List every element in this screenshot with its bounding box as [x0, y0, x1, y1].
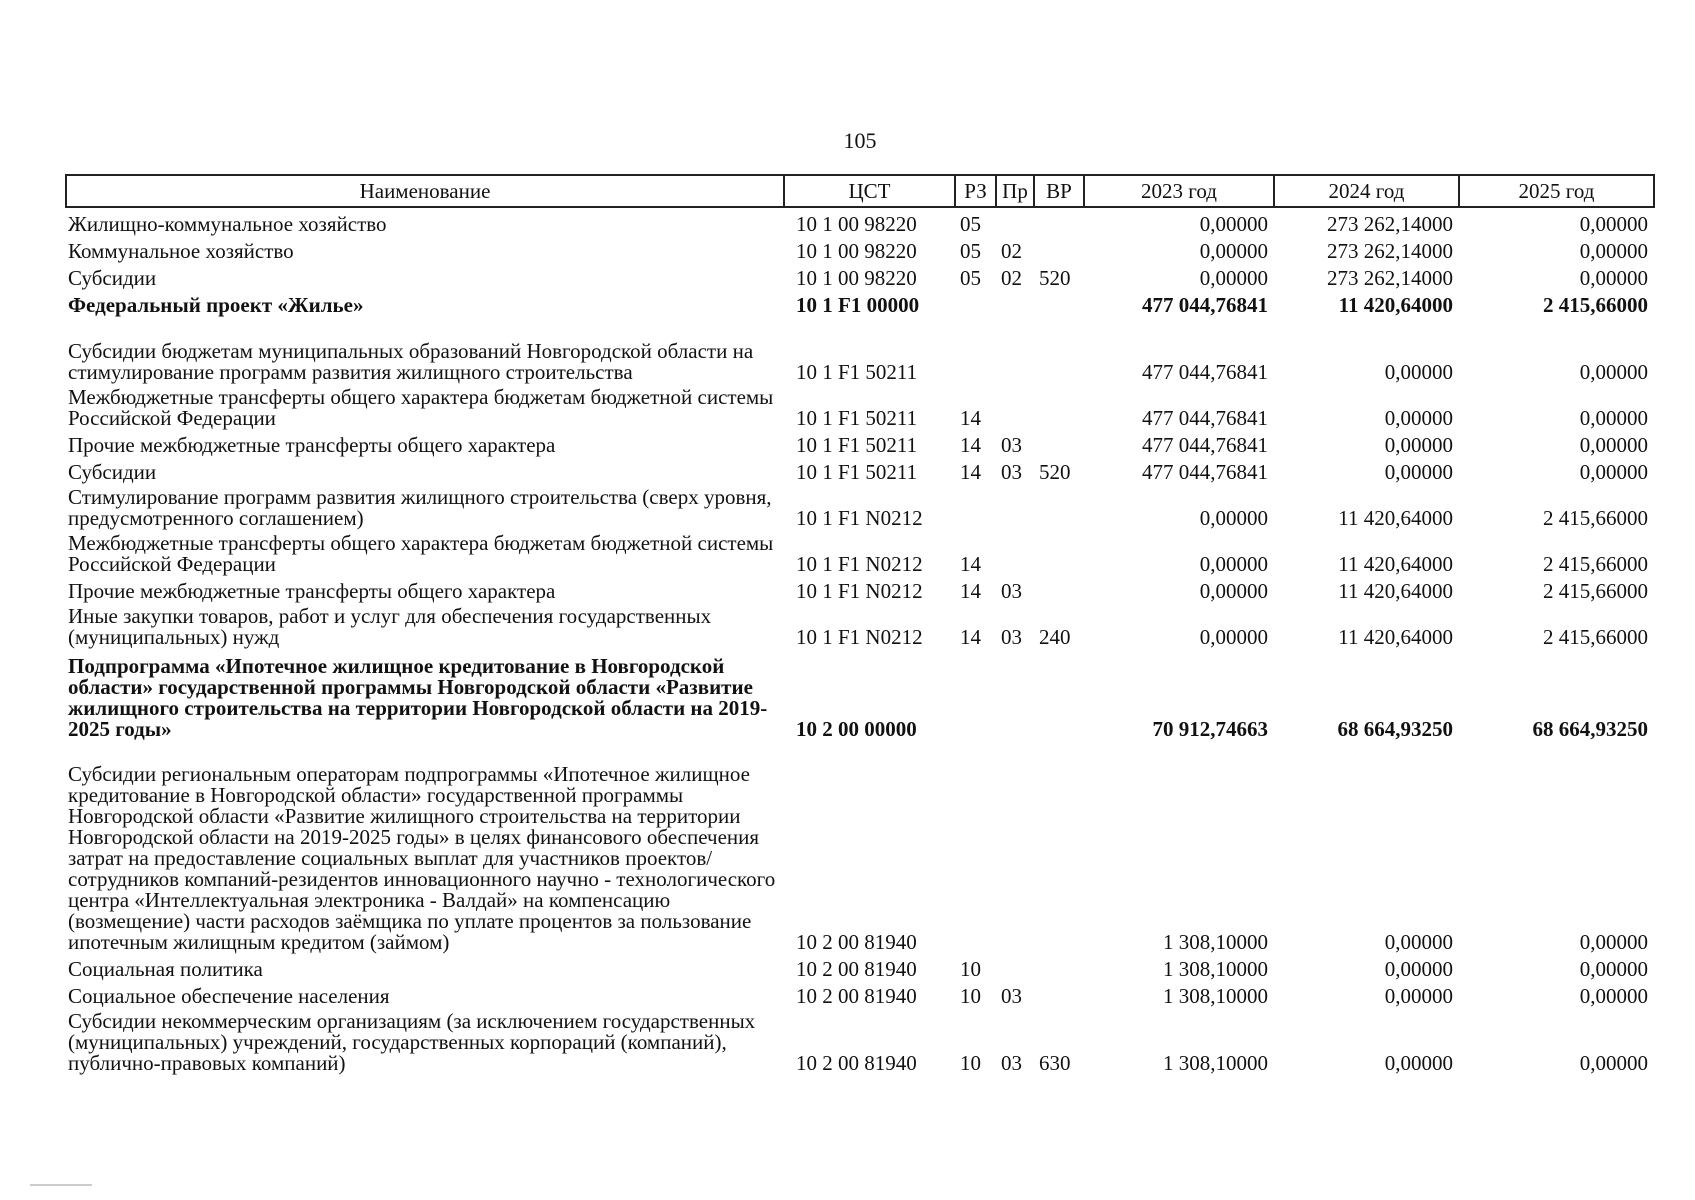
- row-vr: [1034, 740, 1084, 953]
- row-2023: 477 044,76841: [1142, 360, 1268, 384]
- row-rz: 14: [960, 625, 981, 649]
- row-rz: 10: [960, 1051, 981, 1075]
- table-row: [66, 602, 1654, 648]
- table-row: [66, 529, 1654, 575]
- row-cst: 10 1 F1 00000: [796, 293, 920, 317]
- row-pr: [996, 383, 1034, 429]
- row-2024: 0,00000: [1384, 406, 1453, 430]
- row-2023: 70 912,74663: [1152, 717, 1268, 741]
- row-name: Федеральный проект «Жилье»: [68, 293, 364, 317]
- row-2024: 0,00000: [1384, 930, 1453, 954]
- row-cst: 10 2 00 81940: [796, 957, 917, 981]
- row-2023: 477 044,76841: [1142, 460, 1268, 484]
- row-name: Субсидии бюджетам муниципальных образований Новгородской области на стимулирование программ развития жилищного строительства: [68, 339, 754, 384]
- row-rz: 14: [960, 460, 981, 484]
- header-2023: 2023 год: [1084, 175, 1274, 207]
- row-cst: 10 1 F1 N0212: [796, 625, 923, 649]
- row-2025: 0,00000: [1579, 406, 1648, 430]
- row-vr: [1034, 235, 1084, 262]
- row-pr: 03: [1001, 625, 1022, 649]
- row-2024: 68 664,93250: [1337, 717, 1453, 741]
- row-2024: 11 420,64000: [1338, 625, 1453, 649]
- row-2025: 2 415,66000: [1543, 506, 1648, 530]
- row-name: Субсидии некоммерческим организациям (за исключением государственных (муниципальных) учреждений, государственных корпораций (компаний), публично-правовых компаний): [68, 1009, 756, 1075]
- row-name: Коммунальное хозяйство: [68, 239, 294, 263]
- row-cst: 10 2 00 81940: [796, 930, 917, 954]
- row-vr: 520: [1039, 460, 1071, 484]
- table-row: [66, 207, 1654, 235]
- table-row: [66, 429, 1654, 456]
- row-pr: [996, 207, 1034, 235]
- row-pr: 03: [1001, 984, 1022, 1008]
- row-2023: 0,00000: [1199, 212, 1268, 236]
- row-2024: 11 420,64000: [1338, 552, 1453, 576]
- row-2023: 477 044,76841: [1142, 406, 1268, 430]
- row-pr: 02: [1001, 266, 1022, 290]
- row-cst: 10 1 F1 N0212: [796, 552, 923, 576]
- row-2025: 2 415,66000: [1543, 293, 1648, 317]
- header-pr: Пр: [996, 175, 1034, 207]
- row-vr: 520: [1039, 266, 1071, 290]
- header-cst: ЦСТ: [784, 175, 955, 207]
- table-row: [66, 316, 1654, 383]
- table-row-bold: [66, 648, 1654, 740]
- row-rz: 05: [960, 212, 981, 236]
- row-name: Иные закупки товаров, работ и услуг для обеспечения государственных (муниципальных) нужд: [68, 604, 712, 649]
- row-rz: 05: [960, 239, 981, 263]
- row-vr: [1034, 316, 1084, 383]
- row-pr: 03: [1001, 433, 1022, 457]
- row-2024: 0,00000: [1384, 433, 1453, 457]
- row-vr: [1034, 289, 1084, 316]
- table-row: [66, 1007, 1654, 1074]
- row-rz: [955, 648, 996, 740]
- header-2024: 2024 год: [1274, 175, 1459, 207]
- row-cst: 10 2 00 00000: [796, 717, 917, 741]
- table-row: [66, 262, 1654, 289]
- row-2025: 0,00000: [1579, 239, 1648, 263]
- row-rz: [955, 316, 996, 383]
- table-row: [66, 953, 1654, 980]
- row-rz: [955, 740, 996, 953]
- row-rz: 14: [960, 579, 981, 603]
- row-rz: 14: [960, 552, 981, 576]
- row-cst: 10 1 F1 50211: [796, 406, 918, 430]
- row-2025: 0,00000: [1579, 460, 1648, 484]
- row-vr: [1034, 383, 1084, 429]
- row-cst: 10 1 00 98220: [796, 212, 917, 236]
- row-2025: 0,00000: [1579, 212, 1648, 236]
- row-2024: 0,00000: [1384, 460, 1453, 484]
- row-rz: 10: [960, 957, 981, 981]
- row-pr: 03: [1001, 460, 1022, 484]
- row-vr: [1034, 575, 1084, 602]
- table-row-bold: [66, 289, 1654, 316]
- budget-table: [65, 174, 1655, 1074]
- row-2025: 0,00000: [1579, 1051, 1648, 1075]
- row-2023: 1 308,10000: [1163, 1051, 1268, 1075]
- header-name: Наименование: [66, 175, 784, 207]
- row-cst: 10 1 00 98220: [796, 239, 917, 263]
- row-name: Прочие межбюджетные трансферты общего характера: [68, 433, 556, 457]
- row-pr: [996, 953, 1034, 980]
- row-2023: 0,00000: [1199, 266, 1268, 290]
- row-2024: 273 262,14000: [1327, 212, 1453, 236]
- row-pr: 03: [1001, 1051, 1022, 1075]
- row-pr: [996, 289, 1034, 316]
- table-row: [66, 740, 1654, 953]
- row-cst: 10 1 F1 50211: [796, 460, 918, 484]
- row-2025: 0,00000: [1579, 266, 1648, 290]
- row-rz: 14: [960, 406, 981, 430]
- row-cst: 10 1 F1 N0212: [796, 506, 923, 530]
- row-vr: [1034, 529, 1084, 575]
- row-2024: 273 262,14000: [1327, 239, 1453, 263]
- row-cst: 10 1 F1 50211: [796, 433, 918, 457]
- row-pr: [996, 529, 1034, 575]
- row-2025: 0,00000: [1579, 984, 1648, 1008]
- row-2023: 0,00000: [1199, 579, 1268, 603]
- row-2023: 0,00000: [1199, 239, 1268, 263]
- row-rz: [955, 289, 996, 316]
- row-name: Субсидии: [68, 460, 157, 484]
- row-2023: 477 044,76841: [1142, 433, 1268, 457]
- row-2025: 2 415,66000: [1543, 625, 1648, 649]
- row-vr: [1034, 648, 1084, 740]
- row-2025: 0,00000: [1579, 433, 1648, 457]
- row-2024: 11 420,64000: [1338, 579, 1453, 603]
- row-2025: 0,00000: [1579, 957, 1648, 981]
- header-vr: ВР: [1034, 175, 1084, 207]
- row-2024: 0,00000: [1384, 1051, 1453, 1075]
- row-vr: [1034, 429, 1084, 456]
- row-vr: [1034, 207, 1084, 235]
- table-row: [66, 456, 1654, 483]
- row-2024: 273 262,14000: [1327, 266, 1453, 290]
- row-rz: 10: [960, 984, 981, 1008]
- row-cst: 10 1 00 98220: [796, 266, 917, 290]
- table-header-row: [66, 175, 1654, 207]
- table-row: [66, 383, 1654, 429]
- row-vr: 630: [1039, 1051, 1071, 1075]
- row-pr: 02: [1001, 239, 1022, 263]
- row-name: Субсидии: [68, 266, 157, 290]
- row-2024: 0,00000: [1384, 984, 1453, 1008]
- row-vr: 240: [1039, 625, 1071, 649]
- row-pr: 03: [1001, 579, 1022, 603]
- scan-artifact-line: [30, 1184, 92, 1186]
- table-row: [66, 575, 1654, 602]
- row-2025: 2 415,66000: [1543, 552, 1648, 576]
- row-cst: 10 1 F1 50211: [796, 360, 918, 384]
- row-2024: 11 420,64000: [1338, 293, 1453, 317]
- row-2025: 68 664,93250: [1532, 717, 1648, 741]
- row-2023: 477 044,76841: [1142, 293, 1268, 317]
- row-2025: 0,00000: [1579, 930, 1648, 954]
- row-2023: 1 308,10000: [1163, 930, 1268, 954]
- row-name: Межбюджетные трансферты общего характера бюджетам бюджетной системы Российской Федерации: [68, 385, 774, 430]
- row-name: Стимулирование программ развития жилищного строительства (сверх уровня, предусмотренного соглашением): [68, 485, 772, 530]
- row-cst: 10 2 00 81940: [796, 984, 917, 1008]
- row-2023: 0,00000: [1199, 552, 1268, 576]
- table-row: [66, 980, 1654, 1007]
- row-vr: [1034, 980, 1084, 1007]
- row-rz: [955, 483, 996, 529]
- page-number: 105: [843, 128, 877, 153]
- row-name: Жилищно-коммунальное хозяйство: [68, 212, 387, 236]
- row-2023: 1 308,10000: [1163, 984, 1268, 1008]
- row-name: Социальная политика: [68, 957, 263, 981]
- header-2025: 2025 год: [1459, 175, 1654, 207]
- table-row: [66, 483, 1654, 529]
- row-vr: [1034, 483, 1084, 529]
- row-2023: 0,00000: [1199, 506, 1268, 530]
- row-2023: 0,00000: [1199, 625, 1268, 649]
- row-name: Субсидии региональным операторам подпрограммы «Ипотечное жилищное кредитование в Новгородской области» государственной программы Новгородской области «Развитие жилищного строительства на территории Новгородской области на 2019-2025 годы» в целях финансового обеспечения затрат на предоставление социальных выплат для участников проектов/сотрудников компаний-резидентов инновационного научно - технологического центра «Интеллектуальная электроника - Валдай» на компенсацию (возмещение) части расходов заёмщика по уплате процентов за пользование ипотечным жилищным кредитом (займом): [68, 762, 776, 954]
- row-2025: 2 415,66000: [1543, 579, 1648, 603]
- row-2023: 1 308,10000: [1163, 957, 1268, 981]
- row-pr: [996, 648, 1034, 740]
- row-2025: 0,00000: [1579, 360, 1648, 384]
- row-cst: 10 2 00 81940: [796, 1051, 917, 1075]
- row-name: Прочие межбюджетные трансферты общего характера: [68, 579, 556, 603]
- row-name: Межбюджетные трансферты общего характера бюджетам бюджетной системы Российской Федерации: [68, 531, 774, 576]
- row-2024: 11 420,64000: [1338, 506, 1453, 530]
- row-pr: [996, 316, 1034, 383]
- table-row: [66, 235, 1654, 262]
- header-rz: РЗ: [955, 175, 996, 207]
- row-vr: [1034, 953, 1084, 980]
- row-rz: 14: [960, 433, 981, 457]
- row-name: Подпрограмма «Ипотечное жилищное кредитование в Новгородской области» государственной программы Новгородской области «Развитие жилищного строительства на территории Новгородской области на 2019-2025 годы»: [68, 654, 768, 741]
- row-cst: 10 1 F1 N0212: [796, 579, 923, 603]
- row-2024: 0,00000: [1384, 957, 1453, 981]
- row-pr: [996, 740, 1034, 953]
- row-name: Социальное обеспечение населения: [68, 984, 390, 1008]
- row-rz: 05: [960, 266, 981, 290]
- row-2024: 0,00000: [1384, 360, 1453, 384]
- row-pr: [996, 483, 1034, 529]
